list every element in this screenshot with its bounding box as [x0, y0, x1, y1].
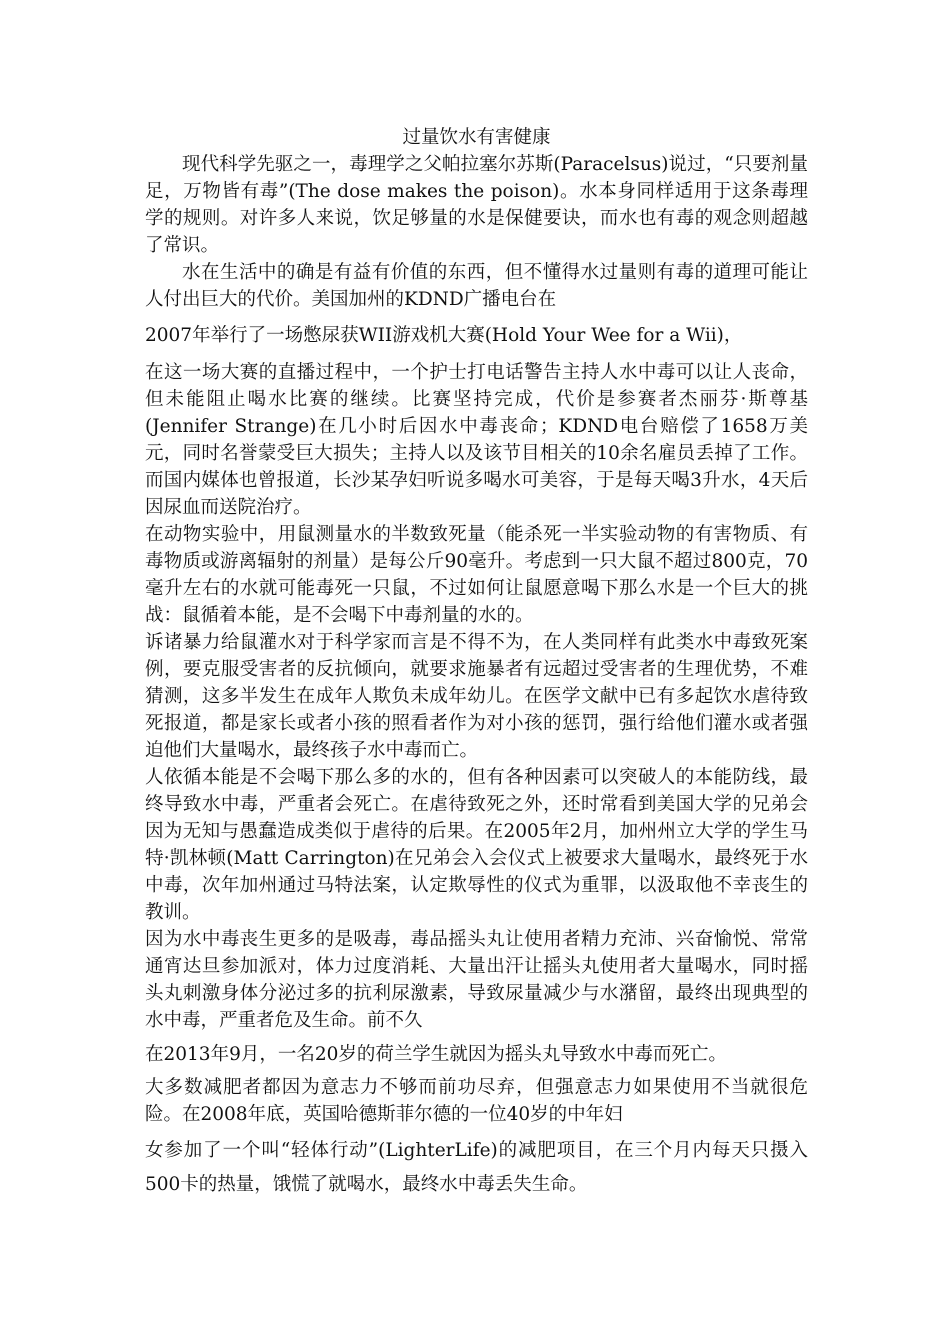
paragraph-paracelsus: 现代科学先驱之一，毒理学之父帕拉塞尔苏斯(Paracelsus)说过，“只要剂量足，万物皆有毒”(The dose makes the poison)。水本身同样适用于这条毒理学的规则。对许多人来说，饮足够量的水是保健要诀，而水也有毒的观念则超越了常识。 — [145, 154, 808, 256]
paragraph-ecstasy: 因为水中毒丧生更多的是吸毒，毒品摇头丸让使用者精力充沛、兴奋愉悦、常常通宵达旦参加派对，体力过度消耗、大量出汗让摇头丸使用者大量喝水，同时摇头丸刺激身体分泌过多的抗利尿激素，导致尿量减少与水潴留，最终出现典型的水中毒，严重者危及生命。前不久 — [145, 929, 808, 1031]
document-title: 过量饮水有害健康 — [402, 127, 551, 148]
paragraph-dutch-student: 在2013年9月，一名20岁的荷兰学生就因为摇头丸导致水中毒而死亡。 — [145, 1044, 727, 1065]
paragraph-animal-experiment: 在动物实验中，用鼠测量水的半数致死量（能杀死一半实验动物的有害物质、有毒物质或游离辐射的剂量）是每公斤90毫升。考虑到一只大鼠不超过800克，70毫升左右的水就可能毒死一只鼠，不过如何让鼠愿意喝下那么水是一个巨大的挑战：鼠循着本能，是不会喝下中毒剂量的水的。 — [145, 524, 808, 626]
paragraph-diet-intro: 大多数减肥者都因为意志力不够而前功尽弃，但强意志力如果使用不当就很危险。在2008年底，英国哈德斯菲尔德的一位40岁的中年妇 — [145, 1077, 808, 1125]
paragraph-abuse-cases: 诉诸暴力给鼠灌水对于科学家而言是不得不为，在人类同样有此类水中毒致死案例，要克服受害者的反抗倾向，就要求施暴者有远超过受害者的生理优势，不难猜测，这多半发生在成年人欺负未成年幼儿。在医学文献中已有多起饮水虐待致死报道，都是家长或者小孩的照看者作为对小孩的惩罚，强行给他们灌水或者强迫他们大量喝水，最终孩子水中毒而亡。 — [145, 632, 808, 761]
document-page — [145, 120, 808, 1202]
paragraph-fraternity: 人依循本能是不会喝下那么多的水的，但有各种因素可以突破人的本能防线，最终导致水中毒，严重者会死亡。在虐待致死之外，还时常看到美国大学的兄弟会因为无知与愚蠢造成类似于虐待的后果。在2005年2月，加州州立大学的学生马特·凯林顿(Matt Carrington)在兄弟会入会仪式上被要求大量喝水，最终死于水中毒，次年加州通过马特法案，认定欺辱性的仪式为重罪，以汲取他不幸丧生的教训。 — [145, 767, 808, 923]
paragraph-lighterlife: 女参加了一个叫“轻体行动”(LighterLife)的减肥项目，在三个月内每天只摄入500卡的热量，饿慌了就喝水，最终水中毒丢失生命。 — [145, 1140, 808, 1195]
paragraph-contest-outcome: 在这一场大赛的直播过程中，一个护士打电话警告主持人水中毒可以让人丧命，但未能阻止喝水比赛的继续。比赛坚持完成，代价是参赛者杰丽芬·斯尊基(Jennifer Strange)在几小时后因水中毒丧命；KDND电台赔偿了1658万美元，同时名誉蒙受巨大损失；主持人以及该节目相关的10余名雇员丢掉了工作。而国内媒体也曾报道，长沙某孕妇听说多喝水可美容，于是每天喝3升水，4天后因尿血而送院治疗。 — [145, 362, 808, 518]
paragraph-wii-contest: 2007年举行了一场憋尿获WII游戏机大赛(Hold Your Wee for a Wii)， — [145, 325, 743, 346]
paragraph-kdnd-intro: 水在生活中的确是有益有价值的东西，但不懂得水过量则有毒的道理可能让人付出巨大的代价。美国加州的KDND广播电台在 — [145, 262, 808, 310]
